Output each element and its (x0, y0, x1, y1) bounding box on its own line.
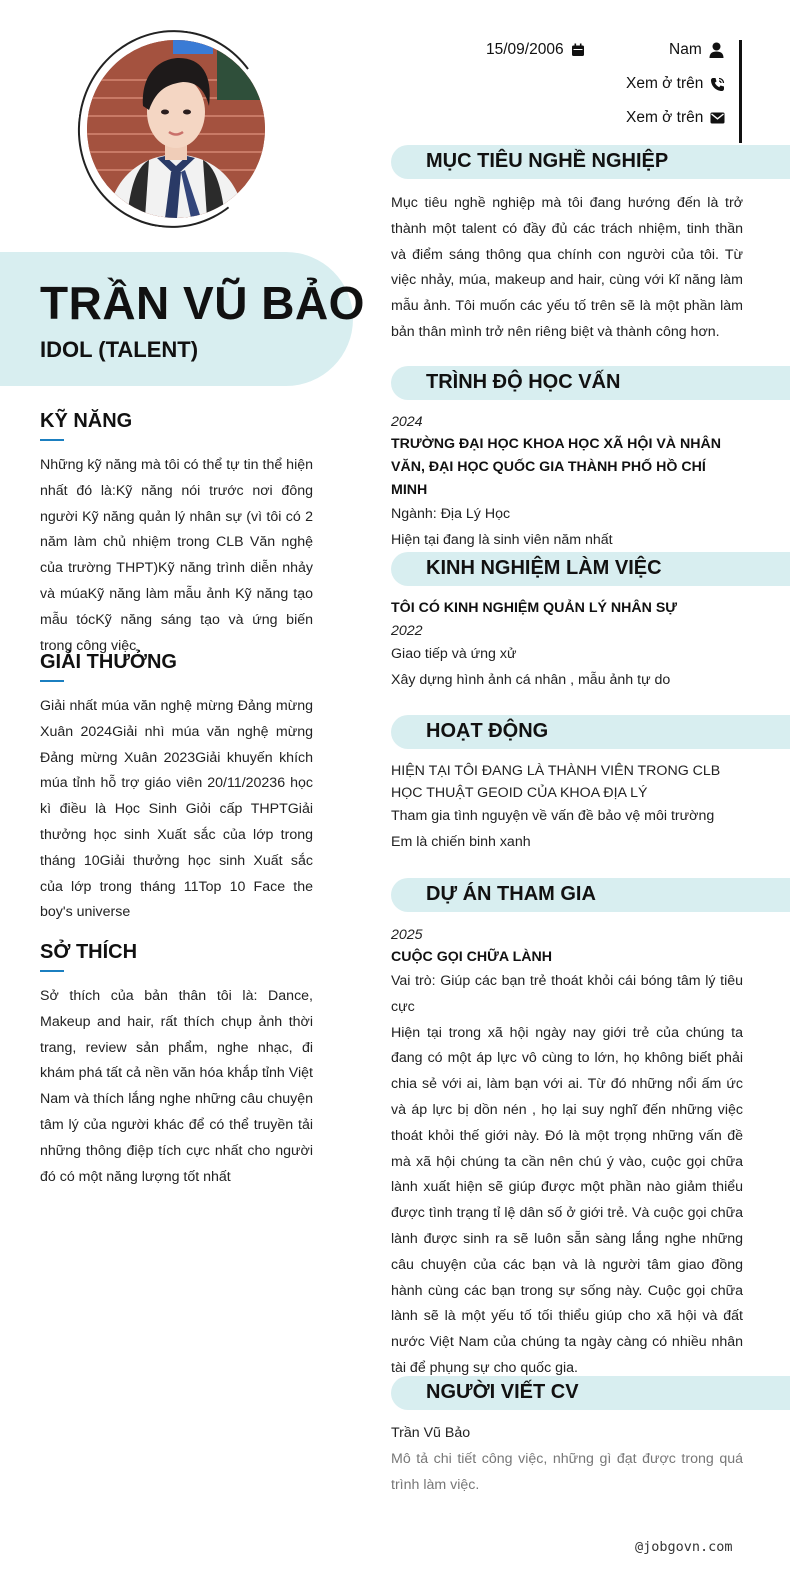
calendar-icon (571, 43, 585, 57)
education-band (391, 366, 790, 400)
awards-text: Giải nhất múa văn nghệ mừng Đảng mừng Xuân 2024Giải nhì múa văn nghệ mừng Đảng mừng Xuân 2023Giải khuyến khích múa tỉnh hỗ trợ giáo viên 20/11/20236 học kì điều là Học Sinh Giỏi cấp THPTGiải thưởng học sinh Xuất sắc của lớp trong tháng 10Giải thưởng học sinh Xuất sắc của lớp trong tháng 11Top 10 Face the boy's universe (40, 698, 313, 921)
experience-title: KINH NGHIỆM LÀM VIỆC (426, 557, 662, 579)
objective-band (391, 145, 790, 179)
section-underline (40, 439, 64, 441)
hobbies-title: SỞ THÍCH (40, 941, 138, 963)
author-name: Trần Vũ Bảo (391, 1425, 471, 1441)
skills-text: Những kỹ năng mà tôi có thể tự tin thể hiện nhất đó là:Kỹ năng nói trước nơi đông người Kỹ năng quản lý nhân sự (vì tôi có 2 năm làm chủ nhiệm trong CLB Văn nghệ của trường THPT)Kỹ năng trình diễn nhảy và múaKỹ năng làm mẫu ảnh Kỹ năng tạo mẫu tócKỹ năng sáng tạo và ứng biến trong công việc (40, 457, 313, 654)
activities-heading: HIỆN TẠI TÔI ĐANG LÀ THÀNH VIÊN TRONG CLB HỌC THUẬT GEOID CỦA KHOA ĐỊA LÝ (391, 763, 721, 801)
section-underline (40, 970, 64, 972)
awards-title: GIẢI THƯỞNG (40, 651, 177, 673)
objective-text: Mục tiêu nghề nghiệp mà tôi đang hướng đến là trở thành một talent có đầy đủ các trách nhiệm, tinh thần và điểm sáng thông qua chính con người của tôi. Từ việc nhảy, múa, makeup and hair, cùng với kĩ năng làm mẫu ảnh. Tôi muốn các yếu tố trên sẽ là một phần làm bản thân mình trở nên riêng biệt và thành công hơn. (391, 195, 743, 340)
projects-body (391, 924, 743, 1382)
projects-band (391, 878, 790, 912)
phone-icon (710, 77, 725, 92)
skills-title: KỸ NĂNG (40, 410, 133, 432)
email-field (626, 109, 725, 127)
projects-title: DỰ ÁN THAM GIA (426, 883, 596, 905)
project-year: 2025 (391, 927, 423, 943)
experience-year: 2022 (391, 623, 423, 639)
user-icon (709, 42, 724, 58)
list-item: Giao tiếp và ứng xử (391, 646, 517, 662)
avatar (87, 40, 265, 218)
education-major: Ngành: Địa Lý Học (391, 506, 511, 522)
skills-section (40, 410, 313, 659)
candidate-role: IDOL (TALENT) (40, 337, 199, 362)
email-value: Xem ở trên (626, 109, 704, 126)
candidate-name: TRẦN VŨ BẢO (40, 277, 365, 329)
list-item: Tham gia tình nguyện về vấn đề bảo vệ môi trường (391, 808, 715, 824)
education-body (391, 411, 743, 554)
envelope-icon (710, 112, 725, 124)
activities-body (391, 760, 743, 856)
objective-title: MỤC TIÊU NGHỀ NGHIỆP (426, 150, 669, 172)
hobbies-section (40, 941, 313, 1190)
profile-photo-frame (78, 30, 268, 228)
experience-band (391, 552, 790, 586)
list-item: Em là chiến binh xanh (391, 833, 531, 850)
phone-field (626, 75, 725, 93)
project-description: Hiện tại trong xã hội ngày nay giới trẻ của chúng ta đang có một áp lực vô cùng to lớn, họ không biết phải chia sẻ với ai, làm bạn với ai. Từ đó những nổi ấm ức và áp lực bị dồn nén , họ lại suy nghĩ đến những việc thoát khỏi thế giới này. Đó là một trọng những vấn đề mà xã hội chúng ta cần nên chú ý vào, cuộc gọi chữa lành xuất hiện sẽ giúp được một phần nào giảm thiểu được tình trạng tỉ lệ dân số ở giới trẻ. Và cuộc gọi chữa lành được sinh ra sẽ luôn sẵn sàng lắng nghe những câu chuyện của các bạn và là người tâm giao đồng hành cùng các bạn trong sự sống này. Cuộc gọi chữa lành sẽ là một yếu tố tối thiểu giúp cho xã hội và đất nước Việt Nam của chúng ta ngày càng có nhiều nhân tài để phụng sự cho quốc gia. (391, 1024, 743, 1376)
gender-field (669, 41, 724, 59)
hobbies-text: Sở thích của bản thân tôi là: Dance, Makeup and hair, rất thích chụp ảnh thời trang, review sản phẩm, nghe nhạc, đi khám phá tất cả nền văn hóa khắp tỉnh Việt Nam và thích lắng nghe những câu chuyện tâm lý của người khác để có thể truyền tải những thông điệp tích cực nhất cho người đó có một năng lượng tốt nhất (40, 988, 313, 1185)
experience-heading: TÔI CÓ KINH NGHIỆM QUẢN LÝ NHÂN SỰ (391, 600, 678, 616)
objective-body (391, 191, 743, 346)
dob-value: 15/09/2006 (486, 41, 564, 58)
watermark: @jobgovn.com (635, 1539, 733, 1555)
author-note: Mô tả chi tiết công việc, những gì đạt được trong quá trình làm việc. (391, 1450, 743, 1493)
author-body (391, 1421, 743, 1498)
contact-divider (739, 40, 742, 143)
education-status: Hiện tại đang là sinh viên năm nhất (391, 531, 613, 548)
author-band (391, 1376, 790, 1410)
dob-field (486, 41, 585, 59)
activities-band (391, 715, 790, 749)
project-role: Vai trò: Giúp các bạn trẻ thoát khỏi cái bóng tâm lý tiêu cực (391, 973, 743, 1015)
activities-title: HOẠT ĐỘNG (426, 720, 549, 742)
education-school: TRƯỜNG ĐẠI HỌC KHOA HỌC XÃ HỘI VÀ NHÂN VĂN, ĐẠI HỌC QUỐC GIA THÀNH PHỐ HỒ CHÍ MINH (391, 436, 721, 498)
awards-section (40, 651, 313, 926)
project-name: CUỘC GỌI CHỮA LÀNH (391, 949, 552, 965)
section-underline (40, 680, 64, 682)
experience-body (391, 597, 743, 694)
author-title: NGƯỜI VIẾT CV (426, 1381, 579, 1403)
education-year: 2024 (391, 414, 423, 430)
gender-value: Nam (669, 41, 702, 58)
phone-value: Xem ở trên (626, 75, 704, 92)
list-item: Xây dựng hình ảnh cá nhân , mẫu ảnh tự do (391, 671, 671, 688)
education-title: TRÌNH ĐỘ HỌC VẤN (426, 371, 621, 393)
